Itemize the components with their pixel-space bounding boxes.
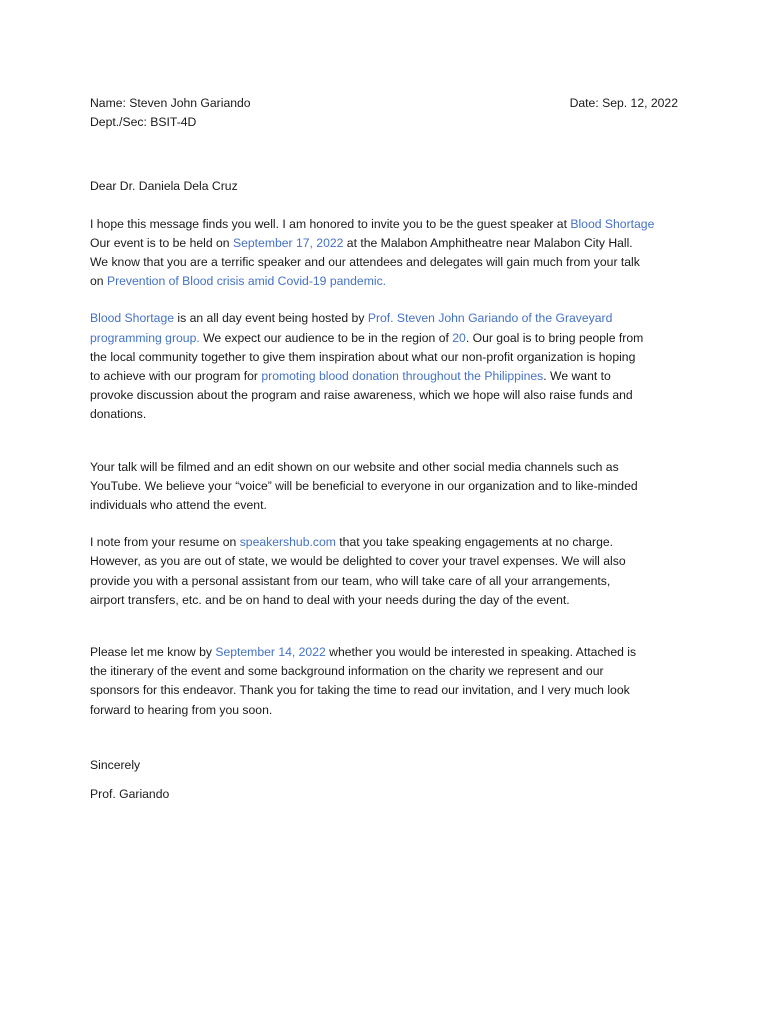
text: is an all day event being hosted by — [174, 311, 368, 326]
event-name-highlight: Blood Shortage — [90, 311, 175, 326]
text-line: Your talk will be filmed and an edit shown on our website and other social media channels such as — [90, 459, 619, 474]
salutation: Dear Dr. Daniela Dela Cruz — [90, 179, 238, 194]
audience-size-highlight: 20 — [452, 330, 466, 345]
text-line — [90, 215, 678, 234]
text: Our event is to be held on — [90, 235, 233, 250]
text: at the Malabon Amphitheatre near Malabon City Hall. — [343, 235, 633, 250]
text: whether you would be interested in speaking. Attached is — [325, 645, 637, 660]
text-line — [90, 309, 678, 328]
text: I hope this message finds you well. I am honored to invite you to be the guest speaker at — [90, 216, 571, 231]
text: We expect our audience to be in the region of — [199, 330, 453, 345]
text-line: donations. — [90, 407, 147, 422]
text: Please let me know by — [90, 645, 216, 660]
text-line — [90, 234, 678, 253]
text-line — [90, 272, 678, 291]
text-line — [90, 533, 678, 552]
host-highlight: programming group. — [90, 330, 200, 345]
program-highlight: promoting blood donation throughout the Philippines — [261, 369, 544, 384]
closing: Sincerely — [90, 757, 141, 772]
paragraph-event-details — [90, 309, 678, 424]
text-line: airport transfers, etc. and be on hand to deal with your needs during the day of the event. — [90, 592, 570, 607]
text: I note from your resume on — [90, 535, 240, 550]
text-line: individuals who attend the event. — [90, 498, 267, 513]
text-line: We know that you are a terrific speaker and our attendees and delegates will gain much from your talk — [90, 255, 640, 270]
website-highlight: speakershub.com — [239, 535, 336, 550]
text-line — [90, 367, 678, 386]
text: on — [90, 274, 107, 289]
event-date-highlight: September 17, 2022 — [232, 235, 344, 250]
host-highlight: Prof. Steven John Gariando of the Graveyard — [367, 311, 613, 326]
event-name-highlight: Blood Shortage — [570, 216, 655, 231]
text-line: provide you with a personal assistant from our team, who will take care of all your arrangements, — [90, 573, 611, 588]
text-line: sponsors for this endeavor. Thank you for taking the time to read our invitation, and I very much look — [90, 683, 630, 698]
text-line: YouTube. We believe your “voice” will be beneficial to everyone in our organization and to like-minded — [90, 478, 638, 493]
text-line: the itinerary of the event and some background information on the charity we represent and our — [90, 664, 604, 679]
header-row — [90, 94, 678, 113]
text-line — [90, 329, 678, 348]
paragraph-rsvp — [90, 643, 678, 720]
sender-dept: Dept./Sec: BSIT-4D — [90, 115, 197, 130]
text-line — [90, 643, 678, 662]
signature: Prof. Gariando — [90, 787, 170, 802]
text-line: forward to hearing from you soon. — [90, 702, 273, 717]
talk-topic-highlight: Prevention of Blood crisis amid Covid-19 pandemic. — [106, 274, 387, 289]
text-line: provoke discussion about the program and raise awareness, which we hope will also raise funds and — [90, 388, 633, 403]
letter-date: Date: Sep. 12, 2022 — [569, 96, 678, 110]
text-line: the local community together to give them inspiration about what our non-profit organization is hoping — [90, 349, 636, 364]
rsvp-date-highlight: September 14, 2022 — [215, 645, 326, 660]
text: . We want to — [543, 369, 611, 384]
text: to achieve with our program for — [90, 369, 262, 384]
text: . Our goal is to bring people from — [465, 330, 644, 345]
paragraph-expenses — [90, 533, 678, 610]
sender-name: Name: Steven John Gariando — [90, 96, 251, 110]
paragraph-filming — [90, 458, 678, 516]
paragraph-invitation — [90, 215, 678, 292]
text: that you take speaking engagements at no charge. — [335, 535, 614, 550]
text-line: However, as you are out of state, we would be delighted to cover your travel expenses. We will also — [90, 554, 626, 569]
